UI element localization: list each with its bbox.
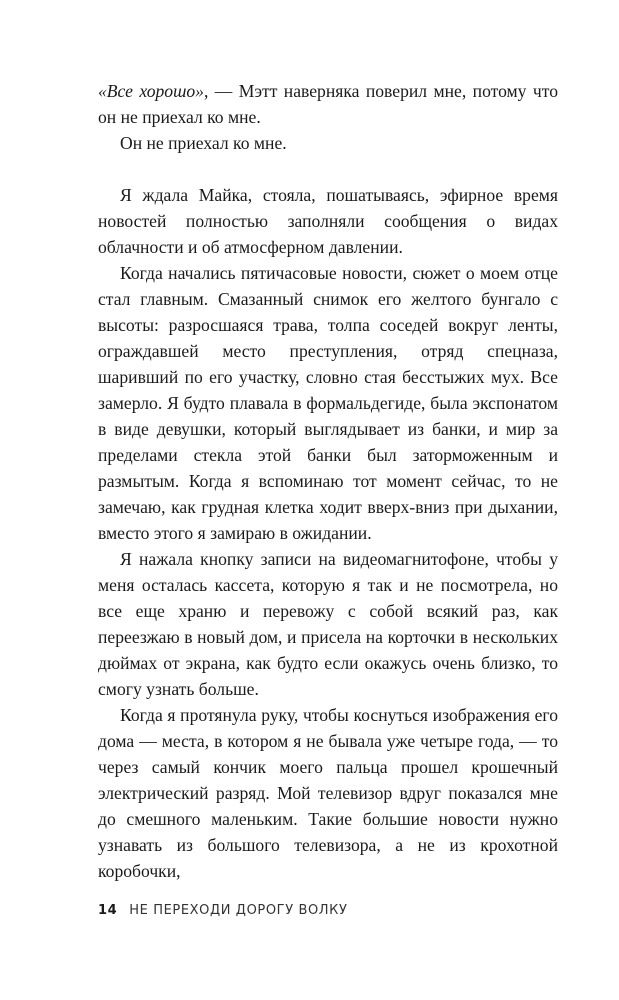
paragraph-2: Он не приехал ко мне.: [120, 133, 287, 153]
page-number: 14: [98, 903, 118, 918]
paragraph-3: Я ждала Майка, стояла, пошатываясь, эфирное время новостей полностью заполняли сообщения о видах облачности и об атмосферном давлении.: [98, 185, 558, 257]
paragraph-4: Когда начались пятичасовые новости, сюжет о моем отце стал главным. Смазанный снимок его желтого бунгало с высоты: разросшаяся трава, толпа соседей вокруг ленты, ограждавшей место преступления, отряд спецназа, шаривший по его участку, словно стая бесстыжих мух. Все замерло. Я будто плавала в формальдегиде, была экспонатом в виде девушки, который выглядывает из банки, и мир за пределами стекла этой банки был заторможенным и размытым. Когда я вспоминаю тот момент сейчас, то не замечаю, как грудная клетка ходит вверх-вниз при дыхании, вместо этого я замираю в ожидании.: [98, 263, 558, 543]
body-text: [98, 78, 558, 884]
paragraph-6: Когда я протянула руку, чтобы коснуться изображения его дома — места, в котором я не бывала уже четыре года, — то через самый кончик моего пальца прошел крошечный электрический разряд. Мой телевизор вдруг показался мне до смешного маленьким. Такие большие новости нужно узнавать из большого телевизора, а не из крохотной коробочки,: [98, 705, 558, 881]
running-title: НЕ ПЕРЕХОДИ ДОРОГУ ВОЛКУ: [129, 903, 348, 918]
paragraph-5: Я нажала кнопку записи на видеомагнитофоне, чтобы у меня осталась кассета, которую я так и не посмотрела, но все еще храню и перевожу с собой всякий раз, как переезжаю в новый дом, и присела на корточки в нескольких дюймах от экрана, как будто если окажусь очень близко, то смогу узнать больше.: [98, 549, 558, 699]
quoted-phrase: «Все хорошо»: [98, 81, 204, 101]
paragraph-1-rest: , — Мэтт наверняка поверил мне, потому что он не приехал ко мне.: [98, 81, 558, 127]
page-footer: [98, 903, 348, 918]
paragraph-1: [98, 78, 558, 130]
section-break: [98, 156, 558, 182]
